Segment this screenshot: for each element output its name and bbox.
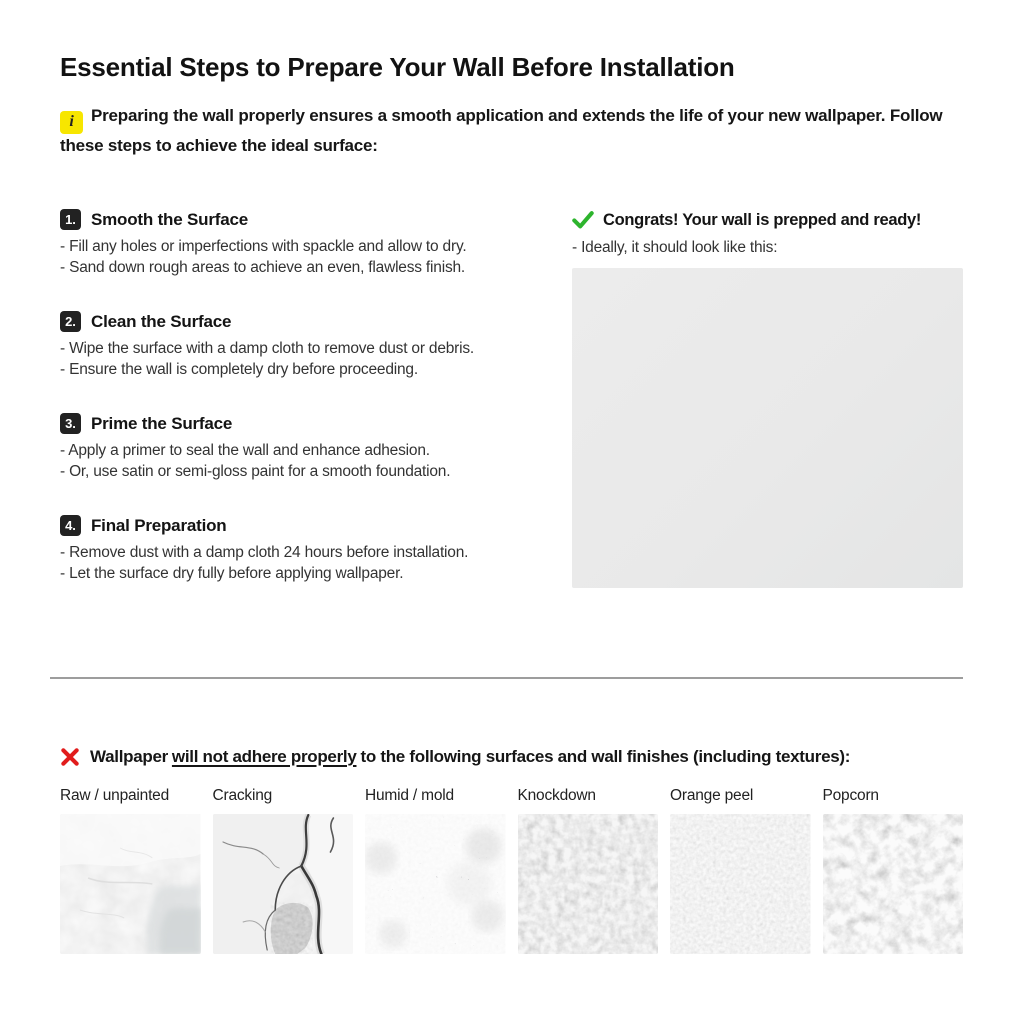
step-instruction: - Sand down rough areas to achieve an even, flawless finish.: [60, 259, 466, 276]
step-title-text: Final Preparation: [91, 515, 227, 535]
step-title: [60, 311, 530, 332]
step-instruction: - Let the surface dry fully before applying wallpaper.: [60, 565, 404, 582]
step-title: [60, 209, 530, 230]
content-columns: [60, 205, 963, 617]
step-title-text: Prime the Surface: [91, 413, 233, 433]
texture-label: Popcorn: [822, 787, 879, 804]
texture-label: Knockdown: [517, 787, 596, 804]
texture-label: Raw / unpainted: [60, 787, 170, 804]
step-title: [60, 413, 530, 434]
texture-image-cracking: [213, 814, 354, 954]
step-number-badge: 4.: [60, 515, 81, 536]
step-instruction: - Ensure the wall is completely dry before proceeding.: [60, 361, 418, 378]
result-panel: [572, 205, 963, 617]
step-instruction: - Fill any holes or imperfections with spackle and allow to dry.: [60, 238, 467, 255]
step-title: [60, 515, 530, 536]
warning-prefix: Wallpaper: [90, 747, 168, 766]
step-clean-surface: [60, 311, 530, 380]
step-instruction: - Wipe the surface with a damp cloth to remove dust or debris.: [60, 340, 475, 357]
step-instruction: - Or, use satin or semi-gloss paint for a smooth foundation.: [60, 463, 451, 480]
section-divider: [50, 677, 963, 679]
texture-label: Humid / mold: [365, 787, 454, 804]
warning-emphasis: will not adhere properly: [171, 747, 357, 766]
step-number-badge: 1.: [60, 209, 81, 230]
step-smooth-surface: [60, 209, 530, 278]
texture-raw-unpainted: [60, 787, 201, 954]
texture-image-humid-mold: [365, 814, 506, 954]
x-icon: [60, 747, 80, 767]
texture-label: Cracking: [212, 787, 273, 804]
step-title-text: Smooth the Surface: [91, 209, 248, 229]
texture-humid-mold: [365, 787, 506, 954]
texture-orange-peel: [670, 787, 811, 954]
step-prime-surface: [60, 413, 530, 482]
intro-text-body: Preparing the wall properly ensures a smooth application and extends the life of your new wallpaper. Follow these steps to achieve the ideal surface:: [60, 106, 943, 155]
step-final-preparation: [60, 515, 530, 584]
texture-image-orange-peel: [670, 814, 811, 954]
texture-cracking: [213, 787, 354, 954]
step-title-text: Clean the Surface: [91, 311, 232, 331]
page-title: Essential Steps to Prepare Your Wall Before Installation: [60, 52, 735, 82]
step-instruction: - Apply a primer to seal the wall and enhance adhesion.: [60, 442, 430, 459]
texture-image-knockdown: [518, 814, 659, 954]
success-heading-text: Congrats! Your wall is prepped and ready!: [603, 210, 922, 229]
info-icon: i: [60, 111, 83, 134]
warning-section: [60, 747, 963, 954]
steps-list: [60, 205, 530, 617]
texture-label: Orange peel: [670, 787, 754, 804]
step-number-badge: 2.: [60, 311, 81, 332]
texture-image-popcorn: [823, 814, 964, 954]
texture-knockdown: [518, 787, 659, 954]
success-heading: [572, 209, 963, 231]
texture-popcorn: [823, 787, 964, 954]
warning-suffix: to the following surfaces and wall finishes (including textures):: [360, 747, 851, 766]
step-number-badge: 3.: [60, 413, 81, 434]
step-instruction: - Remove dust with a damp cloth 24 hours before installation.: [60, 544, 469, 561]
check-icon: [572, 209, 594, 231]
intro-text: [60, 104, 965, 158]
success-subtitle: - Ideally, it should look like this:: [572, 239, 778, 256]
warning-line: [60, 747, 963, 767]
texture-image-raw-unpainted: [60, 814, 201, 954]
prepped-wall-image: [572, 268, 963, 588]
bad-surfaces-grid: [60, 787, 963, 954]
